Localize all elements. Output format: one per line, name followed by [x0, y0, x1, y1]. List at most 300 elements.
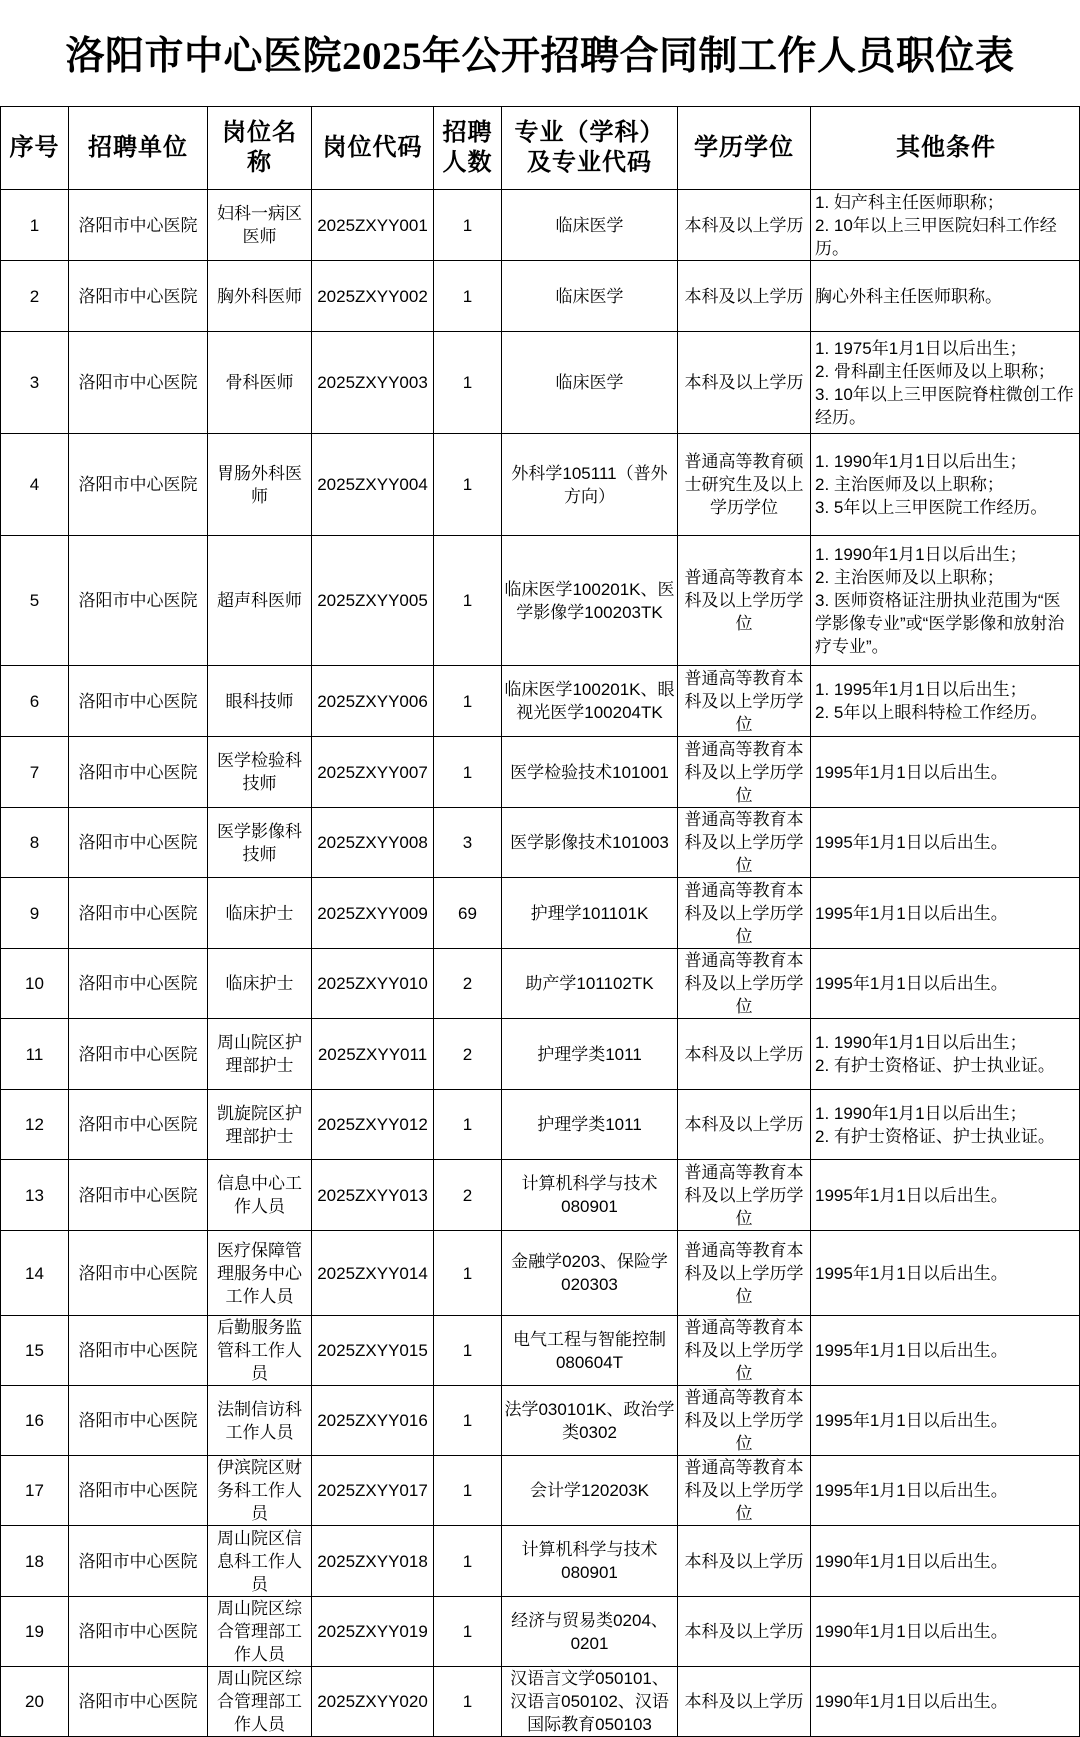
hiring-count: 1 [462, 215, 473, 235]
employer-name: 洛阳市中心医院 [78, 1341, 198, 1360]
condition-item: 2. 10年以上三甲医院妇科工作经历。 [815, 215, 1057, 258]
employer-name: 洛阳市中心医院 [78, 215, 198, 235]
cell-seq [0, 666, 69, 736]
cell-major [502, 737, 678, 807]
header-education-label: 学历学位 [694, 134, 794, 161]
employer-name: 洛阳市中心医院 [78, 475, 198, 494]
cell-seq [0, 1090, 69, 1159]
cell-code [312, 808, 434, 877]
hiring-count: 1 [462, 1692, 473, 1711]
cell-count [434, 332, 502, 433]
position-code: 2025ZXYY020 [317, 1692, 428, 1711]
cell-code [312, 1231, 434, 1315]
table-row [0, 261, 1080, 332]
employer-name: 洛阳市中心医院 [78, 762, 198, 782]
condition-item: 2. 5年以上眼科特检工作经历。 [815, 703, 1048, 722]
major-requirement: 经济与贸易类0204、0201 [511, 1610, 668, 1653]
position-name: 信息中心工作人员 [217, 1174, 302, 1216]
seq-number: 11 [25, 1044, 44, 1064]
table-row [0, 1667, 1080, 1737]
cell-education [678, 190, 811, 260]
cell-unit [69, 878, 208, 948]
education-requirement: 普通高等教育本科及以上学历学位 [684, 951, 804, 1016]
table-row [0, 737, 1080, 808]
cell-seq [0, 1316, 69, 1385]
education-requirement: 本科及以上学历 [684, 286, 804, 306]
table-row [0, 1090, 1080, 1160]
hiring-count: 1 [462, 1481, 473, 1500]
header-unit-label: 招聘单位 [88, 134, 188, 161]
cell-major [502, 1526, 678, 1596]
condition-item: 1995年1月1日以后出生。 [815, 762, 1008, 782]
hiring-count: 1 [462, 1622, 473, 1641]
cell-unit [69, 808, 208, 877]
cell-other [811, 808, 1080, 877]
cell-unit [69, 1231, 208, 1315]
condition-item: 2. 有护士资格证、护士执业证。 [815, 1056, 1055, 1075]
major-requirement: 临床医学 [555, 373, 624, 392]
hiring-count: 1 [462, 762, 473, 782]
cell-position [208, 808, 312, 877]
cell-unit [69, 1667, 208, 1736]
cell-other [811, 1456, 1080, 1525]
position-code: 2025ZXYY003 [317, 373, 428, 392]
cell-education [678, 808, 811, 877]
cell-count [434, 1231, 502, 1315]
conditions-list [815, 191, 1077, 260]
employer-name: 洛阳市中心医院 [78, 1692, 198, 1711]
position-name: 周山院区护理部护士 [217, 1033, 302, 1075]
cell-major [502, 1386, 678, 1455]
cell-count [434, 949, 502, 1018]
condition-item: 1995年1月1日以后出生。 [815, 1341, 1008, 1360]
major-requirement: 临床医学 [555, 215, 624, 235]
condition-item: 1990年1月1日以后出生。 [815, 1551, 1008, 1571]
cell-position [208, 1316, 312, 1385]
cell-seq [0, 1597, 69, 1666]
cell-education [678, 949, 811, 1018]
cell-major [502, 808, 678, 877]
position-code: 2025ZXYY016 [317, 1411, 428, 1430]
cell-other [811, 1386, 1080, 1455]
hiring-count: 1 [462, 1115, 473, 1134]
header-count-label: 招聘人数 [442, 119, 493, 176]
cell-other [811, 536, 1080, 665]
cell-position [208, 434, 312, 535]
table-body [0, 190, 1080, 1737]
position-name: 周山院区综合管理部工作人员 [217, 1669, 302, 1734]
position-code: 2025ZXYY011 [317, 1044, 428, 1064]
position-name: 法制信访科工作人员 [217, 1399, 302, 1442]
position-name: 胃肠外科医师 [217, 463, 302, 506]
condition-item: 1. 1990年1月1日以后出生； [815, 545, 1027, 564]
cell-count [434, 1597, 502, 1666]
position-name: 凯旋院区护理部护士 [217, 1103, 302, 1146]
condition-item: 2. 有护士资格证、护士执业证。 [815, 1126, 1055, 1146]
cell-other [811, 1090, 1080, 1159]
cell-count [434, 1667, 502, 1736]
cell-major [502, 434, 678, 535]
table-row [0, 536, 1080, 666]
cell-other [811, 1667, 1080, 1736]
table-header-row [0, 106, 1080, 190]
position-name: 周山院区信息科工作人员 [217, 1528, 302, 1594]
header-count [434, 107, 502, 189]
table-row [0, 1019, 1080, 1090]
cell-code [312, 1667, 434, 1736]
cell-major [502, 1160, 678, 1230]
condition-item: 1995年1月1日以后出生。 [815, 903, 1008, 923]
cell-unit [69, 434, 208, 535]
cell-code [312, 1316, 434, 1385]
major-requirement: 汉语言文学050101、汉语言050102、汉语国际教育050103 [510, 1669, 669, 1734]
cell-major [502, 1456, 678, 1525]
condition-item: 1. 1990年1月1日以后出生； [815, 452, 1027, 471]
header-position-label: 岗位名称 [222, 119, 297, 176]
education-requirement: 普通高等教育本科及以上学历学位 [684, 810, 804, 875]
conditions-list [815, 450, 1077, 519]
position-code: 2025ZXYY006 [317, 691, 428, 711]
cell-position [208, 536, 312, 665]
cell-code [312, 536, 434, 665]
cell-major [502, 1597, 678, 1666]
major-requirement: 计算机科学与技术080901 [521, 1540, 658, 1582]
cell-education [678, 1597, 811, 1666]
cell-code [312, 190, 434, 260]
condition-item: 2. 骨科副主任医师及以上职称； [815, 361, 1055, 381]
hiring-count: 2 [462, 974, 473, 993]
employer-name: 洛阳市中心医院 [78, 1551, 198, 1571]
cell-count [434, 261, 502, 331]
cell-position [208, 1231, 312, 1315]
cell-major [502, 1316, 678, 1385]
conditions-list [815, 1339, 1077, 1362]
cell-count [434, 1160, 502, 1230]
cell-position [208, 666, 312, 736]
cell-seq [0, 1667, 69, 1736]
major-requirement: 临床医学 [555, 286, 624, 306]
cell-unit [69, 949, 208, 1018]
header-other [811, 107, 1080, 189]
header-code [312, 107, 434, 189]
cell-code [312, 1386, 434, 1455]
position-name: 医学检验科技师 [217, 751, 302, 793]
cell-position [208, 261, 312, 331]
seq-number: 3 [29, 373, 40, 392]
cell-seq [0, 1386, 69, 1455]
cell-education [678, 1456, 811, 1525]
cell-seq [0, 1231, 69, 1315]
cell-seq [0, 332, 69, 433]
conditions-list [815, 1690, 1077, 1713]
education-requirement: 本科及以上学历 [684, 1044, 804, 1064]
cell-major [502, 332, 678, 433]
employer-name: 洛阳市中心医院 [78, 903, 198, 923]
cell-other [811, 1526, 1080, 1596]
cell-other [811, 949, 1080, 1018]
table-row [0, 1316, 1080, 1386]
employer-name: 洛阳市中心医院 [78, 1622, 198, 1641]
major-requirement: 会计学120203K [529, 1481, 650, 1500]
cell-unit [69, 666, 208, 736]
seq-number: 2 [29, 286, 40, 306]
cell-code [312, 666, 434, 736]
hiring-count: 69 [458, 903, 477, 923]
conditions-list [815, 678, 1077, 724]
cell-unit [69, 737, 208, 807]
education-requirement: 普通高等教育本科及以上学历学位 [684, 739, 804, 805]
education-requirement: 本科及以上学历 [684, 1692, 804, 1711]
major-requirement: 计算机科学与技术080901 [521, 1174, 658, 1216]
cell-unit [69, 1019, 208, 1089]
cell-major [502, 1090, 678, 1159]
employer-name: 洛阳市中心医院 [78, 1185, 198, 1205]
seq-number: 19 [25, 1622, 44, 1641]
cell-unit [69, 1316, 208, 1385]
employer-name: 洛阳市中心医院 [78, 591, 198, 610]
major-requirement: 临床医学100201K、眼视光医学100204TK [504, 680, 675, 722]
cell-code [312, 1160, 434, 1230]
seq-number: 7 [29, 762, 40, 782]
conditions-list [815, 831, 1077, 854]
seq-number: 16 [25, 1411, 44, 1430]
position-code: 2025ZXYY008 [317, 833, 428, 852]
cell-unit [69, 1597, 208, 1666]
cell-education [678, 878, 811, 948]
seq-number: 20 [25, 1692, 44, 1711]
education-requirement: 普通高等教育本科及以上学历学位 [684, 668, 804, 734]
cell-education [678, 434, 811, 535]
cell-education [678, 536, 811, 665]
employer-name: 洛阳市中心医院 [78, 1044, 198, 1064]
cell-position [208, 1019, 312, 1089]
education-requirement: 本科及以上学历 [684, 1622, 804, 1641]
cell-education [678, 1231, 811, 1315]
hiring-count: 1 [462, 691, 473, 711]
major-requirement: 护理学类1011 [537, 1115, 642, 1134]
cell-seq [0, 949, 69, 1018]
major-requirement: 临床医学100201K、医学影像学100203TK [504, 579, 675, 622]
position-name: 临床护士 [225, 903, 294, 923]
cell-code [312, 737, 434, 807]
major-requirement: 护理学101101K [530, 903, 649, 923]
table-row [0, 1386, 1080, 1456]
header-unit [69, 107, 208, 189]
cell-count [434, 808, 502, 877]
cell-seq [0, 878, 69, 948]
cell-position [208, 332, 312, 433]
education-requirement: 本科及以上学历 [684, 1115, 804, 1134]
table-row [0, 190, 1080, 261]
major-requirement: 外科学105111（普外方向） [511, 463, 668, 506]
hiring-count: 2 [462, 1185, 473, 1205]
cell-code [312, 1526, 434, 1596]
position-name: 临床护士 [225, 974, 294, 993]
hiring-count: 1 [462, 286, 473, 306]
conditions-list [815, 972, 1077, 995]
cell-unit [69, 190, 208, 260]
education-requirement: 普通高等教育硕士研究生及以上学历学位 [684, 452, 804, 517]
header-major [502, 107, 678, 189]
major-requirement: 法学030101K、政治学类0302 [504, 1399, 675, 1442]
cell-count [434, 1019, 502, 1089]
major-requirement: 电气工程与智能控制080604T [513, 1329, 666, 1372]
cell-unit [69, 1160, 208, 1230]
seq-number: 4 [29, 475, 40, 494]
employer-name: 洛阳市中心医院 [78, 373, 198, 392]
cell-other [811, 1316, 1080, 1385]
cell-seq [0, 536, 69, 665]
conditions-list [815, 1031, 1077, 1077]
cell-major [502, 1019, 678, 1089]
education-requirement: 普通高等教育本科及以上学历学位 [684, 1458, 804, 1523]
seq-number: 13 [25, 1185, 44, 1205]
cell-major [502, 1231, 678, 1315]
position-code: 2025ZXYY018 [317, 1551, 428, 1571]
cell-position [208, 1386, 312, 1455]
cell-count [434, 1456, 502, 1525]
position-code: 2025ZXYY002 [317, 286, 428, 306]
hiring-count: 1 [462, 1411, 473, 1430]
condition-item: 1995年1月1日以后出生。 [815, 1185, 1008, 1205]
cell-education [678, 1090, 811, 1159]
position-name: 骨科医师 [225, 373, 294, 392]
hiring-count: 2 [462, 1044, 473, 1064]
positions-table [0, 106, 1080, 1737]
cell-count [434, 878, 502, 948]
header-position [208, 107, 312, 189]
cell-major [502, 949, 678, 1018]
position-code: 2025ZXYY015 [317, 1341, 428, 1360]
cell-code [312, 434, 434, 535]
cell-position [208, 878, 312, 948]
condition-item: 1990年1月1日以后出生。 [815, 1692, 1008, 1711]
condition-item: 2. 主治医师及以上职称； [815, 475, 1004, 494]
position-name: 伊滨院区财务科工作人员 [217, 1458, 302, 1523]
cell-education [678, 332, 811, 433]
conditions-list [815, 902, 1077, 925]
cell-seq [0, 1456, 69, 1525]
table-row [0, 1526, 1080, 1597]
cell-unit [69, 1386, 208, 1455]
cell-education [678, 1160, 811, 1230]
hiring-count: 1 [462, 591, 473, 610]
cell-other [811, 1231, 1080, 1315]
cell-other [811, 666, 1080, 736]
table-row [0, 332, 1080, 434]
cell-major [502, 536, 678, 665]
cell-unit [69, 1456, 208, 1525]
position-code: 2025ZXYY014 [317, 1263, 428, 1283]
condition-item: 1995年1月1日以后出生。 [815, 1411, 1008, 1430]
cell-major [502, 1667, 678, 1736]
conditions-list [815, 1262, 1077, 1285]
cell-position [208, 737, 312, 807]
seq-number: 18 [25, 1551, 44, 1571]
cell-education [678, 737, 811, 807]
condition-item: 3. 5年以上三甲医院工作经历。 [815, 498, 1048, 517]
cell-code [312, 878, 434, 948]
position-name: 周山院区综合管理部工作人员 [217, 1599, 302, 1664]
cell-major [502, 878, 678, 948]
cell-position [208, 1456, 312, 1525]
cell-major [502, 190, 678, 260]
cell-other [811, 332, 1080, 433]
cell-position [208, 1090, 312, 1159]
seq-number: 15 [25, 1341, 44, 1360]
condition-item: 胸心外科主任医师职称。 [815, 286, 1002, 306]
employer-name: 洛阳市中心医院 [78, 1115, 198, 1134]
major-requirement: 助产学101102TK [525, 974, 654, 993]
cell-seq [0, 808, 69, 877]
cell-education [678, 1316, 811, 1385]
cell-seq [0, 1019, 69, 1089]
cell-other [811, 737, 1080, 807]
table-row [0, 434, 1080, 536]
major-requirement: 医学检验技术101001 [510, 762, 669, 782]
position-code: 2025ZXYY010 [317, 974, 428, 993]
employer-name: 洛阳市中心医院 [78, 833, 198, 852]
major-requirement: 护理学类1011 [537, 1044, 642, 1064]
cell-seq [0, 190, 69, 260]
employer-name: 洛阳市中心医院 [78, 1263, 198, 1283]
hiring-count: 3 [462, 833, 473, 852]
cell-seq [0, 1526, 69, 1596]
education-requirement: 普通高等教育本科及以上学历学位 [684, 1162, 804, 1228]
cell-other [811, 1019, 1080, 1089]
position-name: 后勤服务监管科工作人员 [217, 1318, 302, 1383]
position-name: 妇科一病区医师 [217, 204, 302, 246]
cell-seq [0, 1160, 69, 1230]
cell-unit [69, 536, 208, 665]
education-requirement: 本科及以上学历 [684, 373, 804, 392]
table-row [0, 666, 1080, 737]
employer-name: 洛阳市中心医院 [78, 286, 198, 306]
seq-number: 8 [29, 833, 40, 852]
position-code: 2025ZXYY004 [317, 475, 428, 494]
header-major-label: 专业（学科）及专业代码 [514, 119, 665, 176]
cell-count [434, 1386, 502, 1455]
position-code: 2025ZXYY012 [317, 1115, 428, 1134]
cell-count [434, 1526, 502, 1596]
seq-number: 17 [25, 1481, 44, 1500]
employer-name: 洛阳市中心医院 [78, 1481, 198, 1500]
cell-education [678, 1667, 811, 1736]
cell-major [502, 261, 678, 331]
education-requirement: 普通高等教育本科及以上学历学位 [684, 880, 804, 946]
position-name: 医疗保障管理服务中心工作人员 [217, 1240, 302, 1306]
cell-code [312, 1019, 434, 1089]
seq-number: 1 [29, 215, 40, 235]
employer-name: 洛阳市中心医院 [78, 1411, 198, 1430]
conditions-list [815, 1409, 1077, 1432]
header-other-label: 其他条件 [896, 134, 996, 161]
cell-education [678, 1386, 811, 1455]
position-name: 眼科技师 [225, 691, 294, 711]
cell-count [434, 737, 502, 807]
cell-code [312, 1597, 434, 1666]
cell-count [434, 434, 502, 535]
conditions-list [815, 543, 1077, 658]
condition-item: 1995年1月1日以后出生。 [815, 1263, 1008, 1283]
major-requirement: 金融学0203、保险学020303 [511, 1252, 668, 1294]
condition-item: 1995年1月1日以后出生。 [815, 1481, 1008, 1500]
conditions-list [815, 1479, 1077, 1502]
condition-item: 1995年1月1日以后出生。 [815, 974, 1008, 993]
cell-other [811, 1597, 1080, 1666]
cell-other [811, 1160, 1080, 1230]
table-row [0, 949, 1080, 1019]
